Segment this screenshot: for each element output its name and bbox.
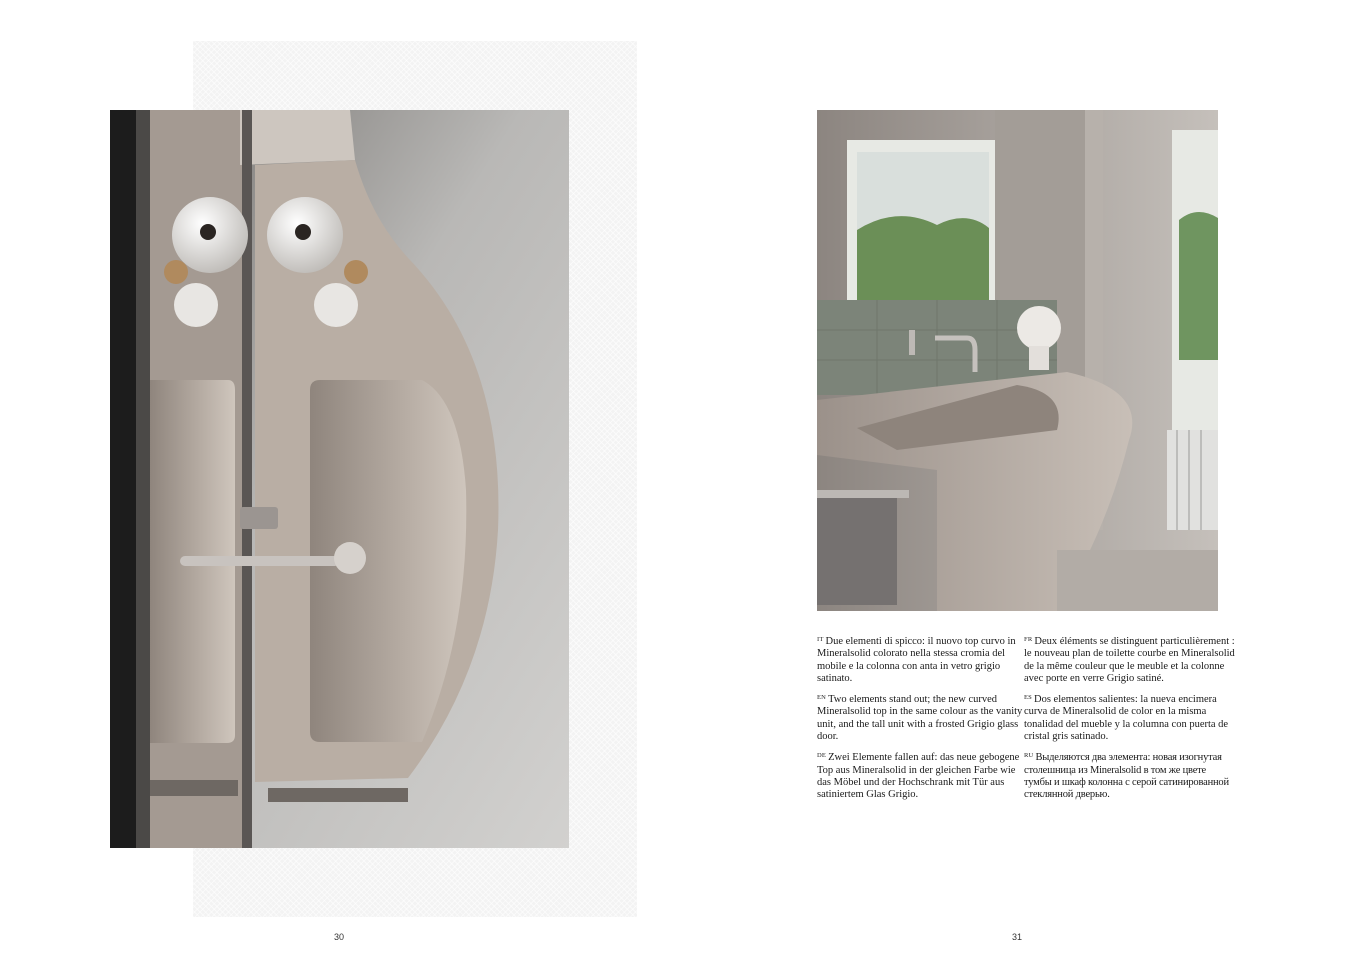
- paragraph-it: $^{IT}$ Due elementi di spicco: il nuovo top curvo in Mineralsolid colorato nella stessa cromia del mobile e la colonna con anta in vetro grigio satinato.: [817, 636, 1016, 684]
- language-code: ES: [1024, 694, 1032, 702]
- paragraph-en: $^{EN}$ Two elements stand out; the new curved Mineralsolid top in the same colour as the vanity unit, and the tall unit with a frosted Grigio glass door.: [817, 694, 1023, 743]
- right-photo: [817, 110, 1218, 611]
- right-page: [678, 0, 1356, 959]
- text-column-right: [1024, 634, 1236, 809]
- vanity-top-view-illustration: [110, 110, 569, 848]
- page-number: 31: [1011, 932, 1022, 942]
- language-code: RU: [1024, 752, 1034, 760]
- paragraph-ru: $^{RU}$ Выделяются два элемента: новая изогнутая столешница из Mineralsolid в том же цвете тумбы и шкаф колонна с серой сатинированной стеклянной дверью.: [1024, 752, 1229, 801]
- left-photo: [110, 110, 569, 848]
- bathroom-window-illustration: [817, 110, 1218, 611]
- page-number: 30: [333, 932, 344, 942]
- paragraph-fr: $^{FR}$ Deux éléments se distinguent particulièrement : le nouveau plan de toilette courbe en Mineralsolid de la même couleur que le meuble et la colonne avec porte en verre Grigio satiné.: [1024, 636, 1235, 684]
- language-code: IT: [817, 636, 824, 643]
- paragraph-es: $^{ES}$ Dos elementos salientes: la nueva encimera curva de Mineralsolid de color en la misma tonalidad del mueble y la columna con puerta de cristal gris satinado.: [1024, 694, 1229, 743]
- language-code: FR: [1024, 636, 1033, 643]
- text-column-left: [817, 634, 1029, 809]
- language-code: DE: [817, 752, 827, 760]
- language-code: EN: [817, 694, 827, 702]
- paragraph-de: $^{DE}$ Zwei Elemente fallen auf: das neue gebogene Top aus Mineralsolid in der gleichen Farbe wie das Möbel und der Hochschrank mit Tür aus satiniertem Glas Grigio.: [817, 752, 1020, 801]
